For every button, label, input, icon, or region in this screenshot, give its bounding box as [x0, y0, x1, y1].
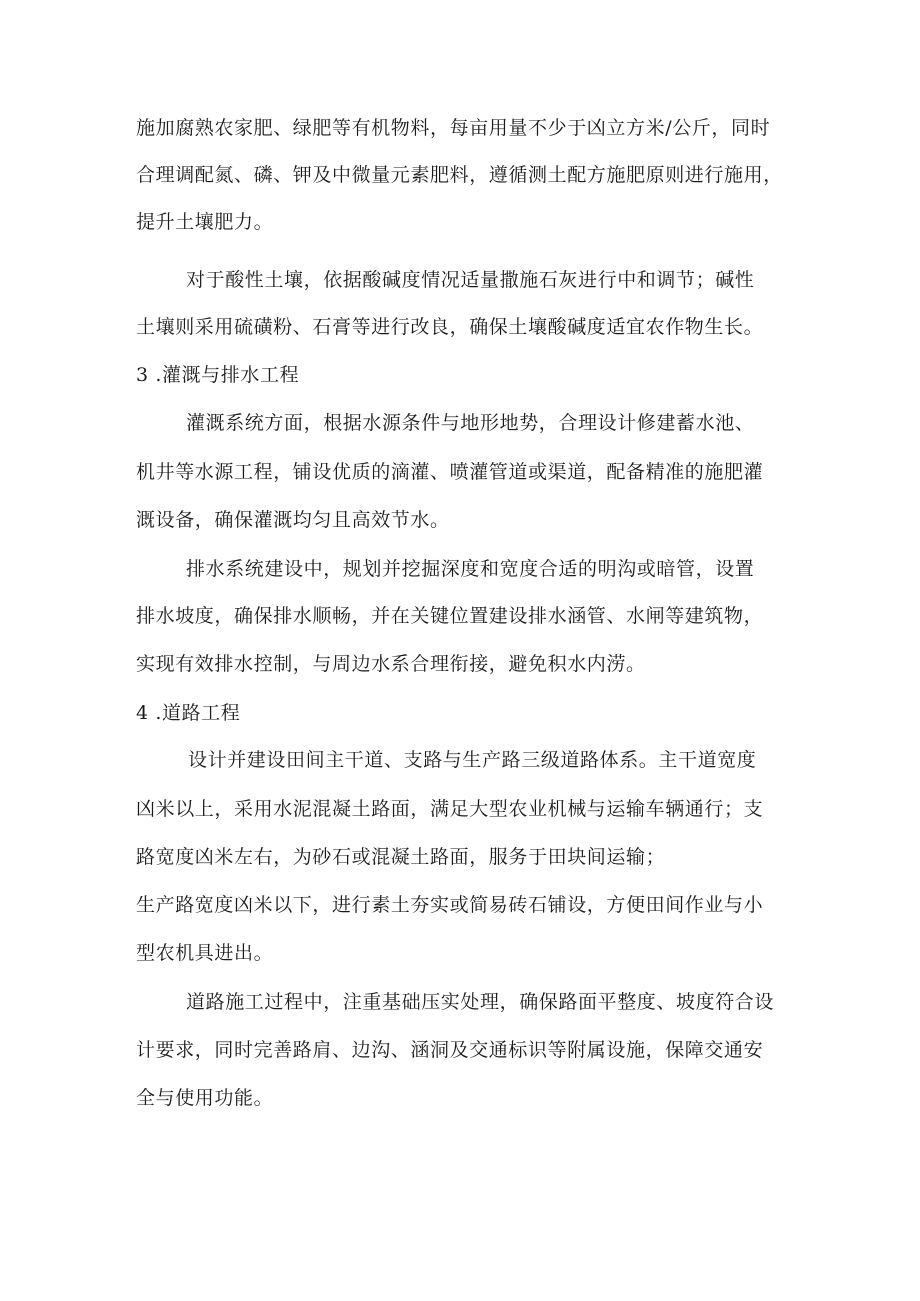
paragraph-fertilizer-line-1: 施加腐熟农家肥、绿肥等有机物料，每亩用量不少于凶立方米/公斤，同时: [136, 117, 771, 139]
paragraph-drainage-line-3: 实现有效排水控制，与周边水系合理衔接，避免积水内涝。: [136, 653, 646, 675]
paragraph-irrigation-line-2: 机井等水源工程，铺设优质的滴灌、喷灌管道或渠道，配备精准的施肥灌: [136, 461, 764, 483]
paragraph-roads-line-2: 凶米以上，采用水泥混凝土路面，满足大型农业机械与运输车辆通行；支: [136, 798, 764, 820]
paragraph-fertilizer-line-2: 合理调配氮、磷、钾及中微量元素肥料，遵循测土配方施肥原则进行施用，: [136, 164, 783, 186]
paragraph-drainage-line-2: 排水坡度，确保排水顺畅，并在关键位置建设排水涵管、水闸等建筑物，: [136, 605, 764, 627]
paragraph-irrigation-line-1: 灌溉系统方面，根据水源条件与地形地势，合理设计修建蓄水池、: [186, 412, 755, 434]
paragraph-roads-line-1: 设计并建设田间主干道、支路与生产路三级道路体系。主干道宽度: [188, 749, 757, 771]
paragraph-roads-line-3: 路宽度凶米左右，为砂石或混凝土路面，服务于田块间运输；: [136, 846, 666, 868]
paragraph-soil-ph-line-2: 土壤则采用硫磺粉、石膏等进行改良，确保土壤酸碱度适宜农作物生长。: [136, 316, 764, 338]
paragraph-fertilizer-line-3: 提升土壤肥力。: [136, 211, 274, 233]
paragraph-road-construction-line-1: 道路施工过程中，注重基础压实处理，确保路面平整度、坡度符合设: [186, 991, 775, 1013]
paragraph-roads-line-5: 型农机具进出。: [136, 942, 274, 964]
section-heading-irrigation: 3 .灌溉与排水工程: [136, 364, 300, 386]
paragraph-irrigation-line-3: 溉设备，确保灌溉均匀且高效节水。: [136, 509, 450, 531]
paragraph-soil-ph-line-1: 对于酸性土壤，依据酸碱度情况适量撒施石灰进行中和调节；碱性: [186, 269, 755, 291]
paragraph-drainage-line-1: 排水系统建设中，规划并挖掘深度和宽度合适的明沟或暗管，设置: [186, 558, 755, 580]
section-heading-roads: 4 .道路工程: [136, 702, 241, 724]
paragraph-road-construction-line-2: 计要求，同时完善路肩、边沟、涵洞及交通标识等附属设施，保障交通安: [136, 1039, 764, 1061]
paragraph-roads-line-4: 生产路宽度凶米以下，进行素土夯实或简易砖石铺设，方便田间作业与小: [136, 894, 764, 916]
paragraph-road-construction-line-3: 全与使用功能。: [136, 1087, 274, 1109]
